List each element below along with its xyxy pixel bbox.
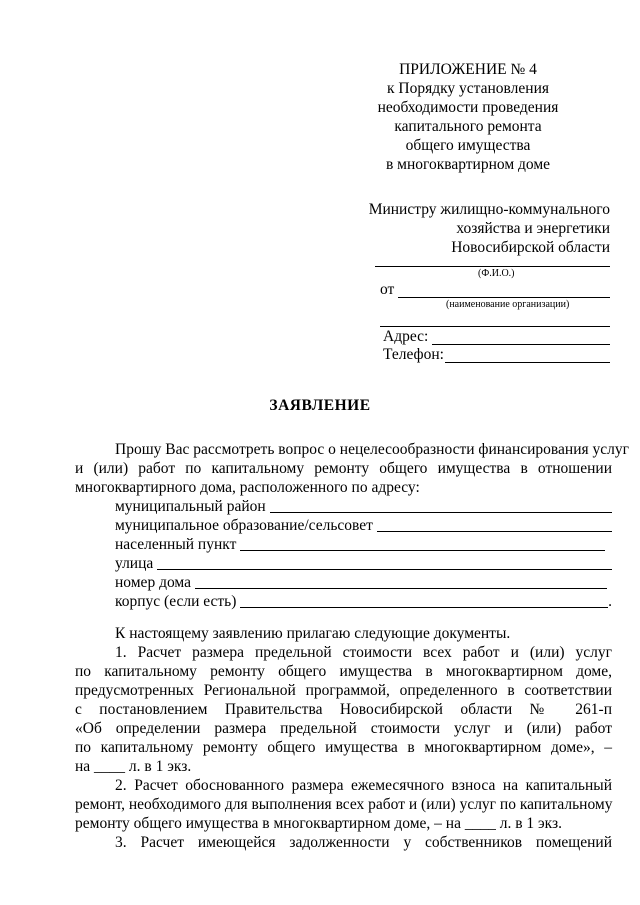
- address-field[interactable]: [432, 344, 610, 345]
- attachment-3-line: 3. Расчет имеющейся задолженности у собственников помещений: [115, 834, 612, 851]
- attachment-1-line: по капитальному ремонту общего имущества в многоквартирном доме,: [75, 663, 612, 680]
- field-line[interactable]: [240, 607, 608, 608]
- organization-field-2[interactable]: [380, 326, 610, 327]
- attachment-1-line: с постановлением Правительства Новосибирской области № 261-п: [75, 701, 612, 718]
- field-end: .: [608, 593, 612, 610]
- from-label: от: [380, 281, 395, 298]
- appendix-line: к Порядку установления: [386, 80, 550, 97]
- attachment-1-line: предусмотренных Региональной программой, определенного в соответствии: [75, 682, 612, 699]
- phone-label: Телефон:: [383, 346, 444, 363]
- addressee-line: хозяйства и энергетики: [456, 220, 610, 237]
- intro-line: и (или) работ по капитальному ремонту общего имущества в отношении: [75, 460, 612, 477]
- attachment-2-line: 2. Расчет обоснованного размера ежемесячного взноса на капитальный: [115, 777, 612, 794]
- field-line[interactable]: [240, 550, 605, 551]
- attachment-2-line: ремонт, необходимого для выполнения всех работ и (или) услуг по капитальному: [75, 796, 613, 813]
- appendix-line: необходимости проведения: [377, 99, 559, 116]
- appendix-line: капитального ремонта: [394, 118, 542, 135]
- field-label: корпус (если есть): [115, 593, 237, 610]
- attachment-1-line: 1. Расчет размера предельной стоимости всех работ и (или) услуг: [115, 644, 612, 661]
- appendix-line: общего имущества: [405, 137, 531, 154]
- field-street[interactable]: [115, 554, 612, 573]
- field-house-number[interactable]: [115, 573, 607, 592]
- field-municipal-formation[interactable]: [115, 516, 612, 535]
- field-line[interactable]: [270, 512, 612, 513]
- appendix-line: в многоквартирном доме: [385, 156, 551, 173]
- intro-line: Прошу Вас рассмотреть вопрос о нецелесообразности финансирования услуг: [115, 441, 629, 458]
- attachments-intro: К настоящему заявлению прилагаю следующие документы.: [115, 625, 511, 642]
- field-settlement[interactable]: [115, 535, 605, 554]
- field-label: муниципальный район: [115, 498, 266, 515]
- attachment-2-pages: ремонту общего имущества в многоквартирном доме, – на ____ л. в 1 экз.: [75, 815, 563, 832]
- field-label: улица: [115, 555, 154, 572]
- field-label: номер дома: [115, 574, 191, 591]
- fio-caption: (Ф.И.О.): [478, 268, 515, 279]
- document-title: ЗАЯВЛЕНИЕ: [269, 397, 371, 414]
- fio-field[interactable]: [375, 266, 610, 267]
- addressee-line: Министру жилищно-коммунального: [368, 201, 610, 218]
- field-line[interactable]: [377, 531, 612, 532]
- field-building[interactable]: [115, 592, 612, 611]
- attachment-1-line: «Об определении размера предельной стоимости услуг и (или) работ: [75, 720, 612, 737]
- intro-line: многоквартирного дома, расположенного по адресу:: [75, 479, 420, 496]
- organization-caption: (наименование организации): [446, 299, 570, 310]
- organization-field[interactable]: [398, 297, 610, 298]
- phone-field[interactable]: [445, 362, 610, 363]
- attachment-1-line: по капитальному ремонту общего имущества в многоквартирном доме», –: [75, 739, 612, 756]
- field-municipal-district[interactable]: [115, 497, 612, 516]
- attachment-1-pages: на ____ л. в 1 экз.: [75, 758, 192, 775]
- appendix-heading: [370, 60, 640, 174]
- appendix-line: ПРИЛОЖЕНИЕ № 4: [399, 61, 537, 78]
- field-line[interactable]: [195, 588, 607, 589]
- field-label: муниципальное образование/сельсовет: [115, 517, 373, 534]
- field-line[interactable]: [157, 569, 612, 570]
- address-label: Адрес:: [383, 328, 429, 345]
- field-label: населенный пункт: [115, 536, 237, 553]
- addressee-block: [310, 200, 610, 257]
- addressee-line: Новосибирской области: [451, 239, 610, 256]
